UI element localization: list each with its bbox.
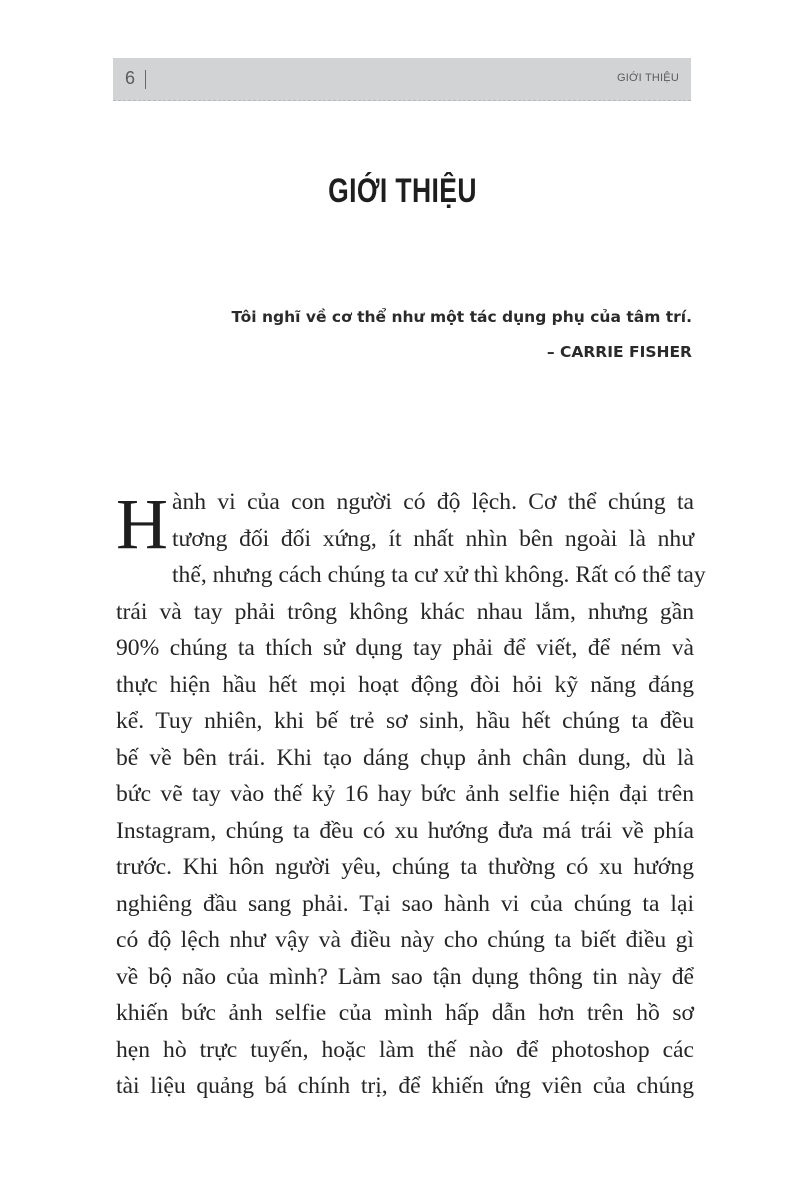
body-line: bức vẽ tay vào thế kỷ 16 hay bức ảnh selfie hiện đại trên — [116, 781, 694, 807]
header-divider — [145, 70, 146, 89]
body-line: khiến bức ảnh selfie của mình hấp dẫn hơn trên hồ sơ — [116, 1000, 694, 1026]
epigraph-quote: Tôi nghĩ về cơ thể như một tác dụng phụ của tâm trí. — [231, 308, 692, 326]
drop-cap: H — [116, 484, 168, 564]
body-line: 90% chúng ta thích sử dụng tay phải để viết, để ném và — [116, 635, 694, 661]
body-line: thế, nhưng cách chúng ta cư xử thì không. Rất có thể tay — [172, 562, 706, 588]
body-line: có độ lệch như vậy và điều này cho chúng ta biết điều gì — [116, 927, 694, 953]
epigraph-attribution: – CARRIE FISHER — [546, 343, 692, 361]
body-line: Instagram, chúng ta đều có xu hướng đưa má trái về phía — [116, 817, 694, 844]
body-line: hẹn hò trực tuyến, hoặc làm thế nào để photoshop các — [116, 1036, 694, 1063]
body-line: tương đối đối xứng, ít nhất nhìn bên ngoài là như — [172, 525, 694, 552]
body-line: tài liệu quảng bá chính trị, để khiến ứng viên của chúng — [116, 1073, 694, 1099]
body-line: trái và tay phải trông không khác nhau lắm, nhưng gần — [116, 598, 694, 625]
epigraph — [232, 300, 692, 370]
chapter-title: GIỚI THIỆU — [328, 172, 477, 210]
body-line: về bộ não của mình? Làm sao tận dụng thông tin này để — [116, 963, 694, 990]
page-number: 6 — [125, 68, 136, 88]
body-line: kể. Tuy nhiên, khi bế trẻ sơ sinh, hầu hết chúng ta đều — [116, 708, 694, 734]
running-header — [113, 58, 691, 101]
body-line: nghiêng đầu sang phải. Tại sao hành vi của chúng ta lại — [116, 890, 694, 917]
body-line: thực hiện hầu hết mọi hoạt động đòi hỏi kỹ năng đáng — [116, 671, 694, 698]
running-title: GIỚI THIỆU — [617, 72, 679, 84]
body-paragraph — [116, 484, 706, 1105]
body-line: trước. Khi hôn người yêu, chúng ta thường có xu hướng — [116, 854, 694, 880]
body-line: bế về bên trái. Khi tạo dáng chụp ảnh chân dung, dù là — [116, 744, 694, 771]
body-line: ành vi của con người có độ lệch. Cơ thể chúng ta — [172, 489, 694, 515]
